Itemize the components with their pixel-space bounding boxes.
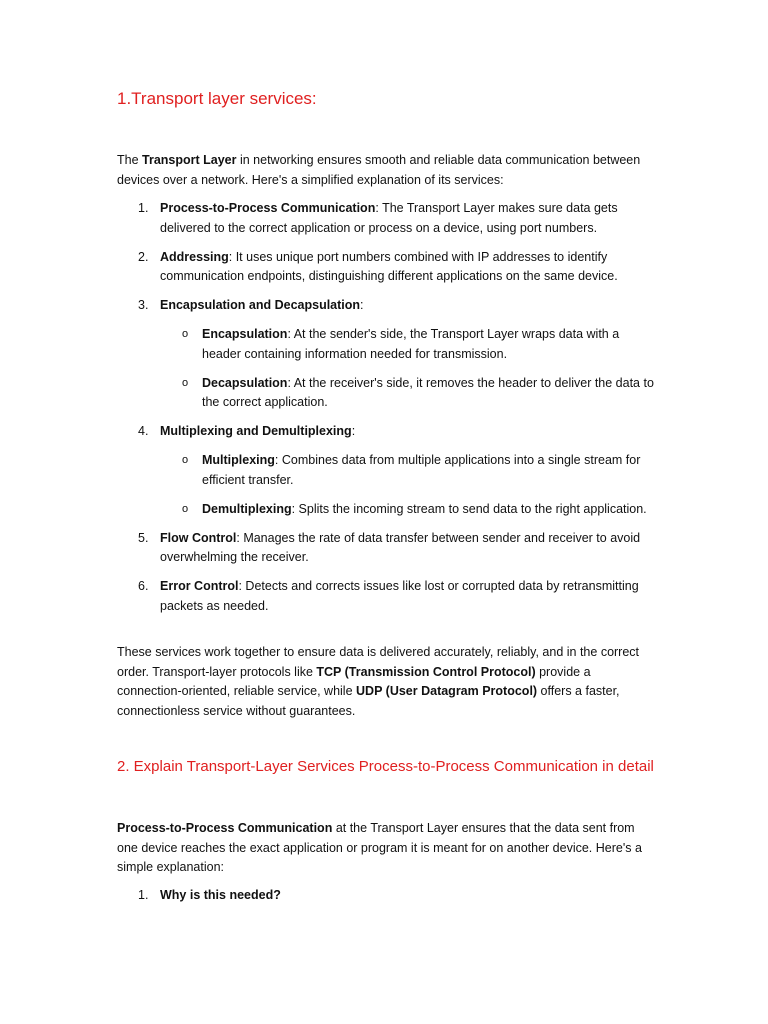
- sub-item-title: Decapsulation: [202, 375, 288, 390]
- section-1-intro: [117, 151, 657, 190]
- item-text: : The Transport Layer makes sure data gets delivered to the correct application or process on a device, using port numbers.: [160, 201, 618, 235]
- list-item: [117, 199, 657, 238]
- item-title: Error Control: [160, 579, 239, 593]
- list-item: [117, 248, 657, 287]
- list-item: [117, 529, 657, 568]
- item-text: : Manages the rate of data transfer between sender and receiver to avoid overwhelming the receiver.: [160, 530, 641, 564]
- intro-bold-term: Process-to-Process Communication: [117, 821, 333, 835]
- item-title: Why is this needed?: [160, 888, 281, 902]
- sub-item-title: Encapsulation: [202, 327, 288, 341]
- sub-list: [160, 451, 657, 519]
- item-title: Multiplexing and Demultiplexing: [160, 424, 352, 438]
- sub-list: [160, 325, 657, 413]
- summary-text: provide a connection-oriented, reliable service, while: [117, 664, 591, 698]
- list-item: [117, 577, 657, 616]
- summary-udp: UDP (User Datagram Protocol): [356, 684, 538, 698]
- section-1-summary: [117, 643, 657, 721]
- list-item: [117, 886, 657, 906]
- list-item: [117, 422, 657, 519]
- item-number: 6.: [138, 579, 149, 593]
- sub-list-item: [160, 325, 657, 364]
- item-number: 3.: [138, 298, 149, 312]
- bullet-icon: o: [182, 376, 189, 389]
- intro-text: in networking ensures smooth and reliable data communication between devices over a network. Here's a simplified explanation of its services:: [117, 153, 641, 187]
- item-title: Addressing: [160, 249, 229, 264]
- list-item: [117, 296, 657, 413]
- item-title: Encapsulation and Decapsulation: [160, 298, 361, 312]
- item-text: :: [360, 298, 364, 312]
- sub-item-title: Demultiplexing: [202, 501, 292, 516]
- summary-text: These services work together to ensure data is delivered accurately, reliably, and in the correct order. Transport-layer protocols like: [117, 645, 640, 679]
- item-number: 1.: [138, 888, 149, 902]
- summary-tcp: TCP (Transmission Control Protocol): [316, 664, 536, 679]
- item-number: 5.: [138, 530, 149, 545]
- section-2-heading: 2. Explain Transport-Layer Services Process-to-Process Communication in detail: [117, 758, 654, 775]
- sub-item-title: Multiplexing: [202, 453, 275, 467]
- bullet-icon: o: [182, 502, 189, 515]
- item-number: 2.: [138, 249, 149, 264]
- sub-item-text: : Splits the incoming stream to send data to the right application.: [291, 501, 647, 516]
- item-title: Flow Control: [160, 530, 237, 545]
- sub-list-item: [160, 500, 657, 520]
- section-2-intro: [117, 819, 657, 878]
- item-number: 4.: [138, 424, 149, 438]
- section-1-heading: 1.Transport layer services:: [117, 89, 317, 108]
- item-number: 1.: [138, 201, 149, 215]
- item-text: :: [351, 424, 356, 438]
- item-text: : Detects and corrects issues like lost or corrupted data by retransmitting packets as needed.: [160, 579, 639, 613]
- intro-prefix: The: [117, 153, 143, 167]
- item-text: : It uses unique port numbers combined with IP addresses to identify communication endpoints, distinguishing different applications on the same device.: [160, 249, 618, 283]
- sub-item-text: : At the sender's side, the Transport Layer wraps data with a header containing information needed for transmission.: [202, 327, 620, 361]
- item-title: Process-to-Process Communication: [160, 201, 376, 215]
- section-2-list: [117, 886, 657, 915]
- intro-bold-term: Transport Layer: [142, 153, 237, 167]
- intro-text: at the Transport Layer ensures that the data sent from one device reaches the exact application or program it is meant for on another device. Here's a simple explanation:: [117, 821, 642, 874]
- sub-list-item: [160, 374, 657, 413]
- bullet-icon: o: [182, 454, 189, 466]
- services-list: [117, 199, 657, 626]
- bullet-icon: o: [182, 328, 189, 340]
- sub-item-text: : Combines data from multiple applications into a single stream for efficient transfer.: [202, 453, 641, 487]
- summary-text: offers a faster, connectionless service without guarantees.: [117, 684, 620, 718]
- sub-item-text: : At the receiver's side, it removes the header to deliver the data to the correct application.: [202, 375, 654, 409]
- sub-list-item: [160, 451, 657, 490]
